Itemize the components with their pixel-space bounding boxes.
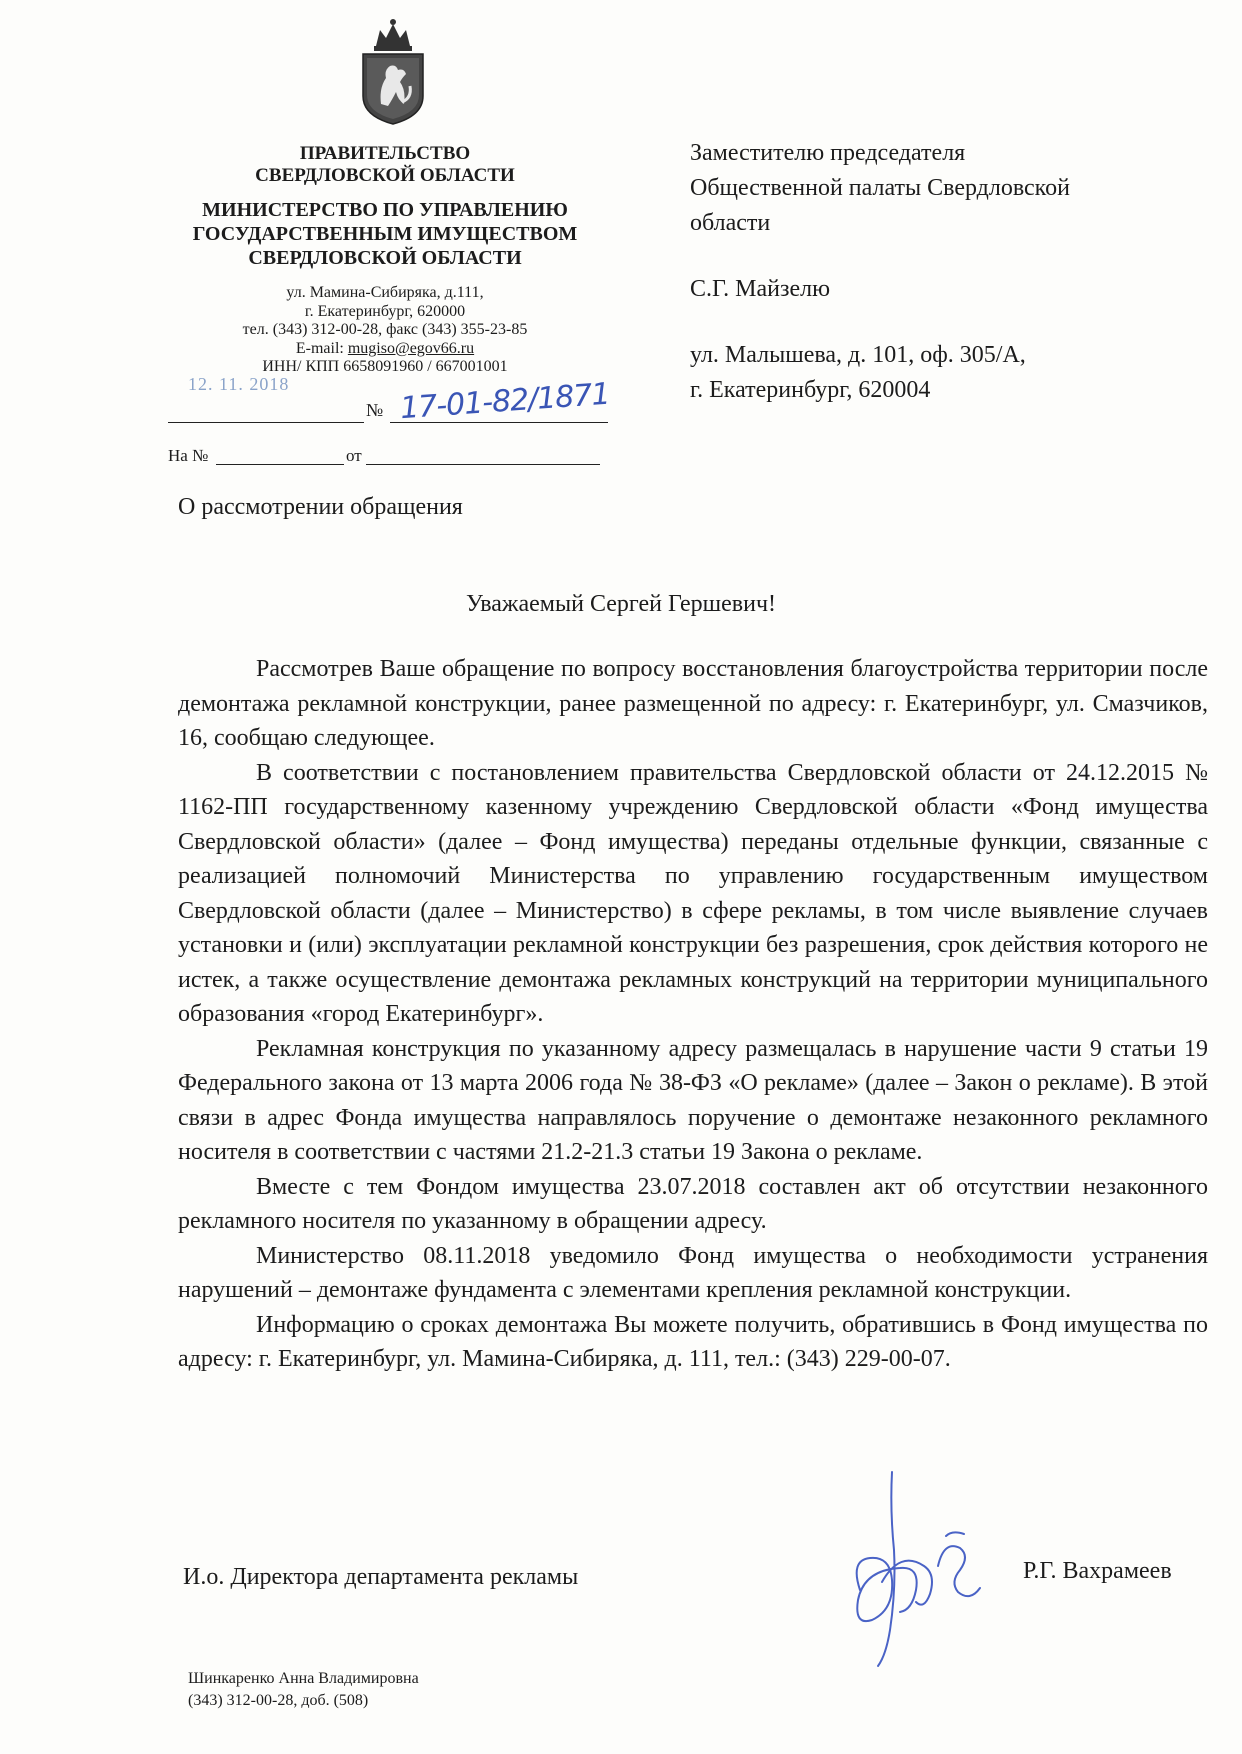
handwritten-signature <box>820 1470 1000 1670</box>
street-address: ул. Мамина-Сибиряка, д.111, <box>286 284 484 301</box>
addressee-street: ул. Малышева, д. 101, оф. 305/А, <box>690 342 1026 368</box>
addressee-position-2: Общественной палаты Свердловской <box>690 175 1070 201</box>
ministry-line-1: МИНИСТЕРСТВО ПО УПРАВЛЕНИЮ <box>202 199 568 221</box>
signatory-name: Р.Г. Вахрамеев <box>1023 1558 1172 1584</box>
government-line-1: ПРАВИТЕЛЬСТВО <box>299 143 471 164</box>
government-title <box>150 143 620 187</box>
signatory-title: И.о. Директора департамента рекламы <box>183 1564 579 1590</box>
executor-name: Шинкаренко Анна Владимировна <box>188 1670 419 1687</box>
addressee-city: г. Екатеринбург, 620004 <box>690 377 931 403</box>
ministry-line-3: СВЕРДЛОВСКОЙ ОБЛАСТИ <box>248 247 522 269</box>
body-paragraph: Министерство 08.11.2018 уведомило Фонд имущества о необходимости устранения нарушений – демонтаже фундамента с элементами крепления рекламной конструкции. <box>178 1242 1208 1303</box>
letter-subject: О рассмотрении обращения <box>178 494 463 520</box>
ministry-contacts <box>150 284 620 377</box>
greeting: Уважаемый Сергей Гершевич! <box>465 591 777 617</box>
body-paragraph: Рекламная конструкция по указанному адресу размещалась в нарушение части 9 статьи 19 Федерального закона от 13 марта 2006 года № 38-ФЗ «О рекламе» (далее – Закон о рекламе). В этой связи в адрес Фонда имущества направлялось поручение о демонтаже незаконного рекламного носителя в соответствии с частями 21.2-21.3 статьи 19 Закона о рекламе. <box>178 1035 1208 1165</box>
body-paragraph: В соответствии с постановлением правительства Свердловской области от 24.12.2015 № 1162-ПП государственному казенному учреждению Свердловской области «Фонд имущества Свердловской области» (далее – Фонд имущества) переданы отдельные функции, связанные с реализацией полномочий Министерства по управлению государственным имуществом Свердловской области (далее – Министерство) в сфере рекламы, в том числе выявление случаев установки и (или) эксплуатации рекламной конструкции без разрешения, срок действия которого не истек, а также осуществление демонтажа рекламных конструкций на территории муниципального образования «город Екатеринбург». <box>178 759 1208 1027</box>
phone-fax: тел. (343) 312-00-28, факс (343) 355-23-85 <box>242 321 528 338</box>
registration-date-stamp: 12. 11. 2018 <box>188 374 290 394</box>
ref-label-na: На № <box>168 446 209 465</box>
ref-label-ot: от <box>346 446 362 465</box>
reference-row <box>168 442 608 472</box>
addressee-block <box>690 136 1170 408</box>
ministry-line-2: ГОСУДАРСТВЕННЫМ ИМУЩЕСТВОМ <box>192 223 578 245</box>
ref-number-line <box>216 464 344 465</box>
body-paragraph: Вместе с тем Фондом имущества 23.07.2018 составлен акт об отсутствии незаконного рекламного носителя по указанному в обращении адресу. <box>178 1173 1208 1234</box>
email-link[interactable]: mugiso@egov66.ru <box>347 339 475 357</box>
inn-kpp: ИНН/ КПП 6658091960 / 667001001 <box>262 358 508 375</box>
body-paragraph: Рассмотрев Ваше обращение по вопросу восстановления благоустройства территории после демонтажа рекламной конструкции, ранее размещенной по адресу: г. Екатеринбург, ул. Смазчиков, 16, сообщаю следующее. <box>178 656 1208 751</box>
date-line <box>168 422 364 423</box>
government-line-2: СВЕРДЛОВСКОЙ ОБЛАСТИ <box>255 165 515 186</box>
letter-body <box>178 652 1208 1377</box>
city-address: г. Екатеринбург, 620000 <box>304 302 466 320</box>
email-line <box>150 340 620 359</box>
handwritten-outgoing-number: 17-01-82/1871 <box>399 376 611 427</box>
executor-phone: (343) 312-00-28, доб. (508) <box>188 1692 369 1709</box>
body-paragraph: Информацию о сроках демонтажа Вы можете получить, обратившись в Фонд имущества по адресу: г. Екатеринбург, ул. Мамина-Сибиряка, д. 111, тел.: (343) 229-00-07. <box>178 1311 1208 1372</box>
addressee-name: С.Г. Майзелю <box>690 276 831 302</box>
addressee-position-1: Заместителю председателя <box>690 140 966 166</box>
number-sign: № <box>366 400 384 420</box>
addressee-position-3: области <box>690 210 771 236</box>
ref-date-line <box>366 464 600 465</box>
email-label: E-mail: <box>295 339 348 357</box>
coat-of-arms-icon <box>346 16 440 128</box>
executor-info <box>188 1668 419 1712</box>
ministry-title <box>150 198 620 270</box>
